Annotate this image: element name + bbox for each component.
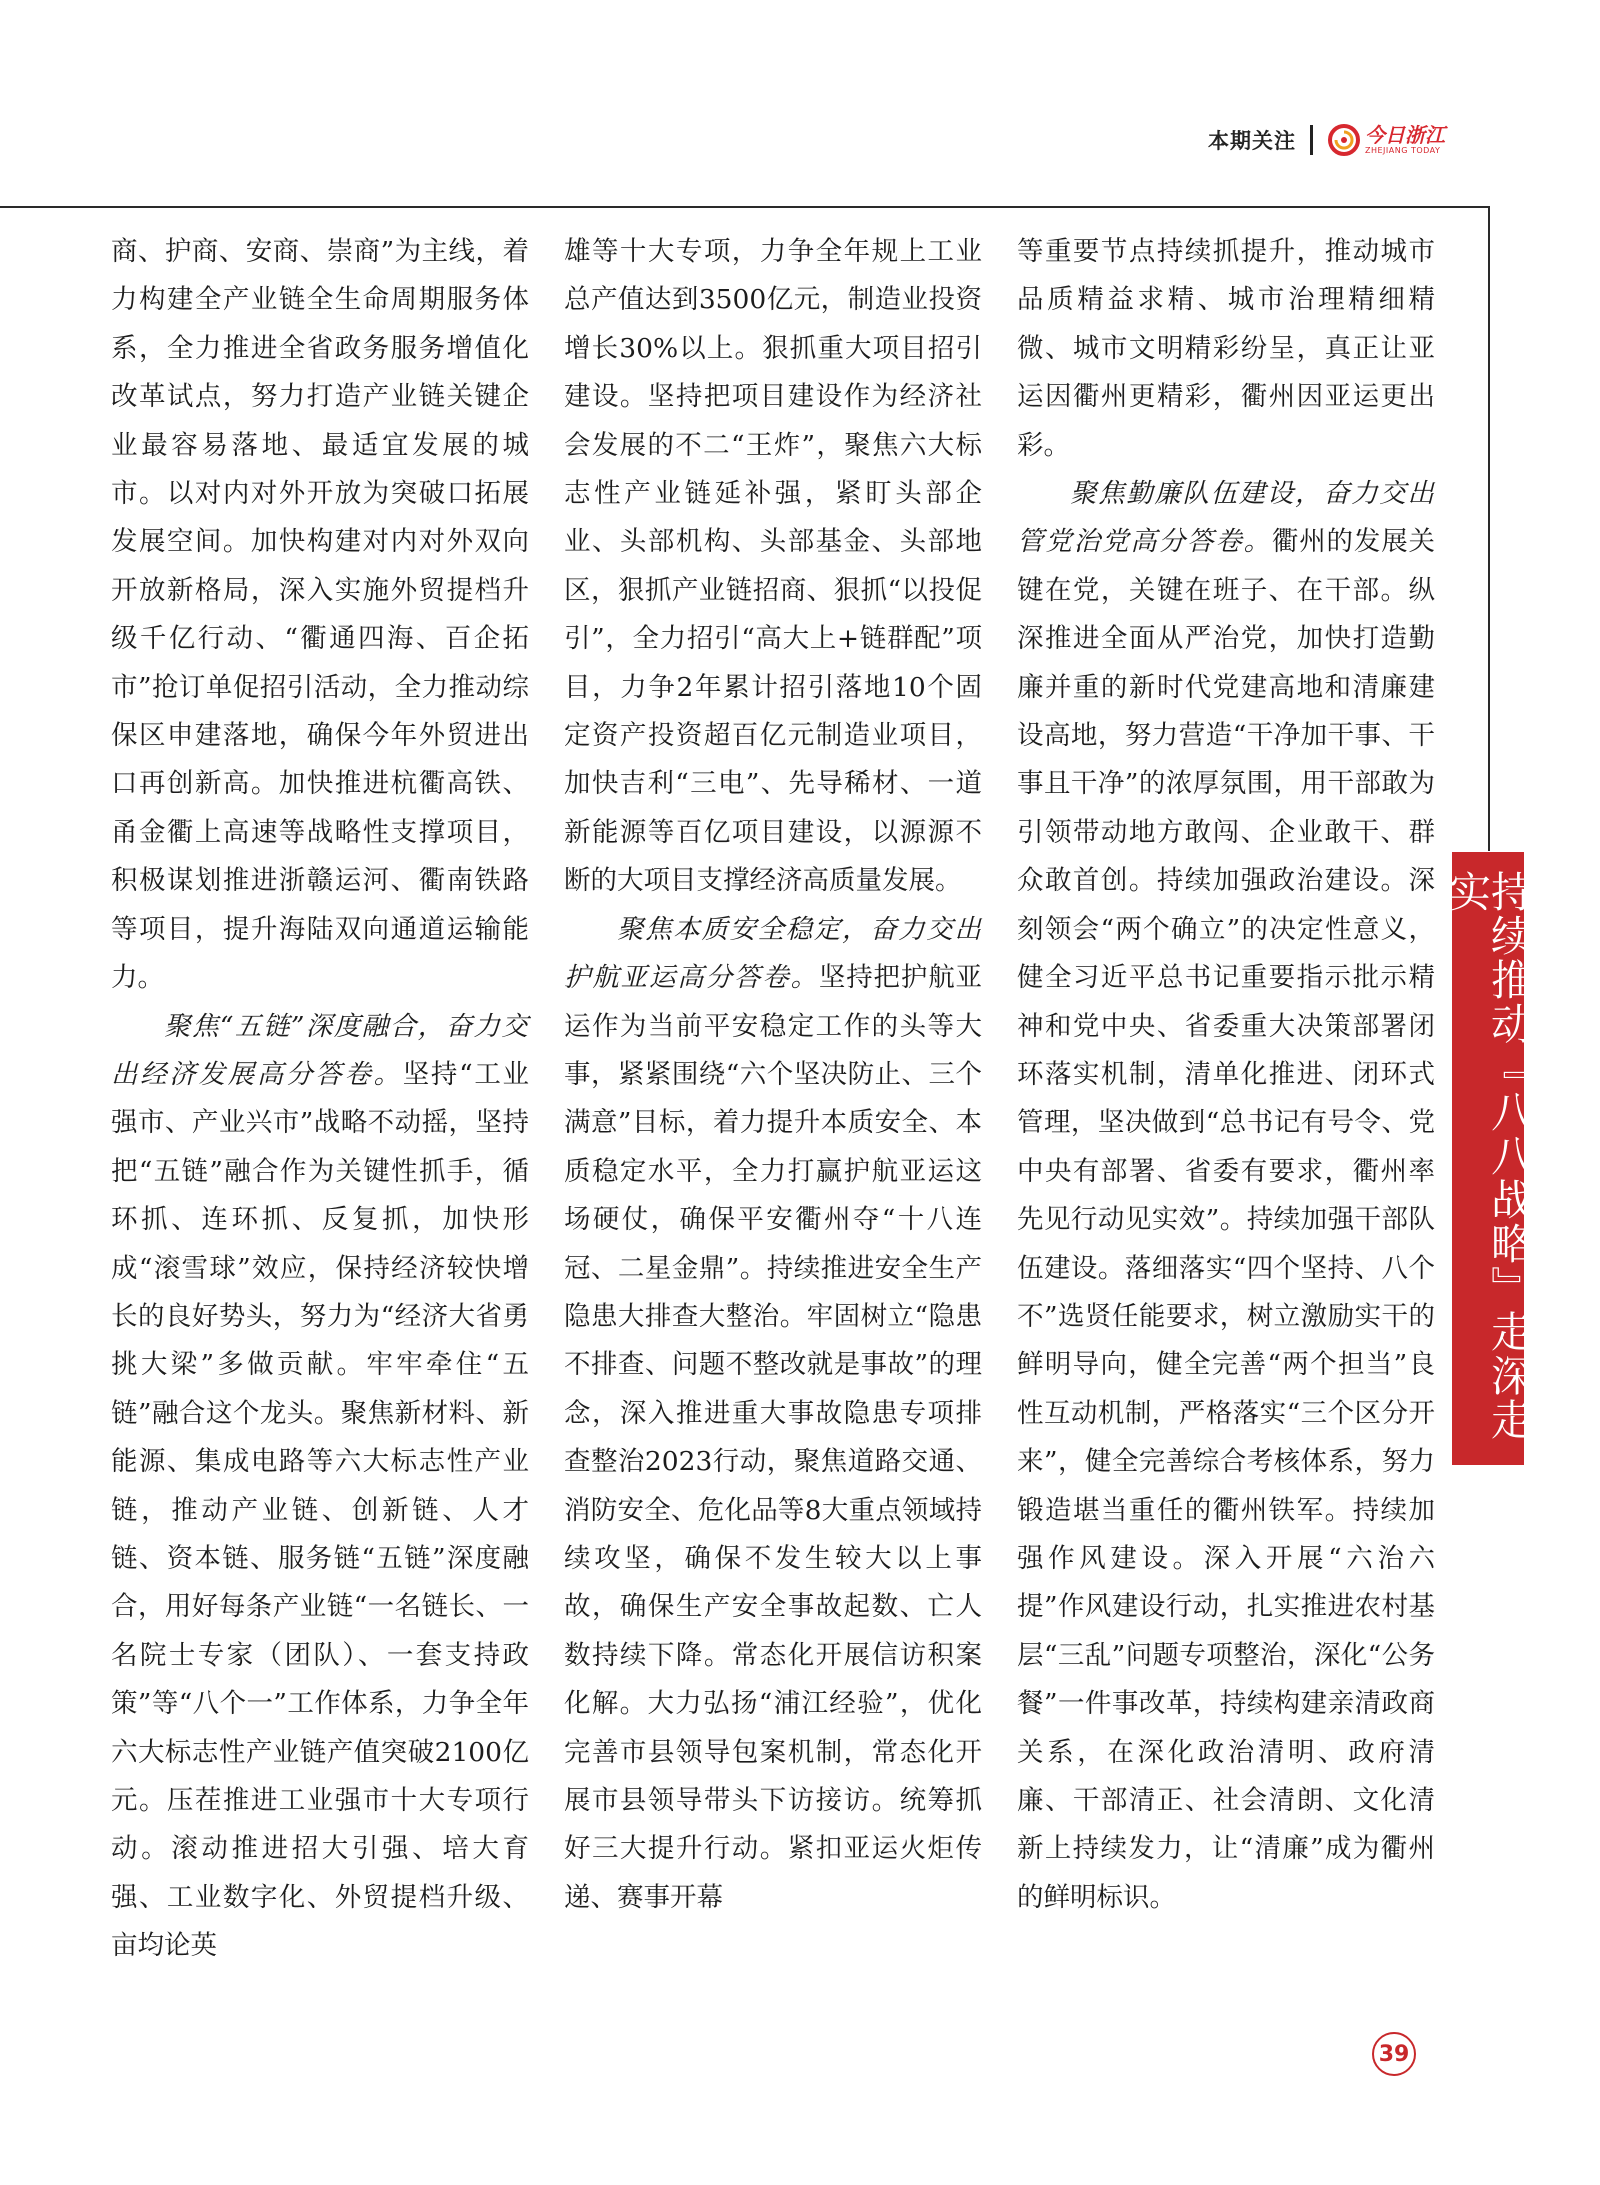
text-column-3 [1017,228,1435,1922]
paragraph-text: 衢州的发展关键在党，关键在班子、在干部。纵深推进全面从严治党，加快打造勤廉并重的新时代党建高地和清廉建设高地，努力营造“干净加干事、干事且干净”的浓厚氛围，用干部敢为引领带动地方敢闯、企业敢干、群众敢首创。持续加强政治建设。深刻领会“两个确立”的决定性意义，健全习近平总书记重要指示批示精神和党中央、省委重大决策部署闭环落实机制，清单化推进、闭环式管理，坚决做到“总书记有号令、党中央有部署、省委有要求，衢州率先见行动见实效”。持续加强干部队伍建设。落细落实“四个坚持、八个不”选贤任能要求，树立激励实干的鲜明导向，健全完善“两个担当”良性互动机制，严格落实“三个区分开来”，健全完善综合考核体系，努力锻造堪当重任的衢州铁军。持续加强作风建设。深入开展“六治六提”作风建设行动，扎实推进农村基层“三乱”问题专项整治，深化“公务餐”一件事改革，持续构建亲清政商关系，在深化政治清明、政府清廉、干部清正、社会清朗、文化清新上持续发力，让“清廉”成为衢州的鲜明标识。 [1017,526,1436,1913]
top-rule [0,206,1490,208]
page-number: 39 [1372,2032,1416,2076]
paragraph [111,1003,529,1971]
paragraph-text: 雄等十大专项，力争全年规上工业总产值达到3500亿元，制造业投资增长30%以上。狠抓重大项目招引建设。坚持把项目建设作为经济社会发展的不二“王炸”，聚焦六大标志性产业链延补强，紧盯头部企业、头部机构、头部基金、头部地区，狠抓产业链招商、狠抓“以投促引”，全力招引“高大上+链群配”项目，力争2年累计招引落地10个固定资产投资超百亿元制造业项目，加快吉利“三电”、先导稀材、一道新能源等百亿项目建设，以源源不断的大项目支撑经济高质量发展。 [564,236,982,897]
paragraph [564,906,982,1923]
paragraph [1017,228,1435,470]
paragraph-text: 坚持“工业强市、产业兴市”战略不动摇，坚持把“五链”融合作为关键性抓手，循环抓、连环抓、反复抓，加快形成“滚雪球”效应，保持经济较快增长的良好势头，努力为“经济大省勇挑大梁”多做贡献。牢牢牵住“五链”融合这个龙头。聚焦新材料、新能源、集成电路等六大标志性产业链，推动产业链、创新链、人才链、资本链、服务链“五链”深度融合，用好每条产业链“一名链长、一名院士专家（团队）、一套支持政策”等“八个一”工作体系，力争全年六大标志性产业链产值突破2100亿元。压茬推进工业强市十大专项行动。滚动推进招大引强、培大育强、工业数字化、外贸提档升级、亩均论英 [111,1058,529,1962]
paragraph-text: 坚持把护航亚运作为当前平安稳定工作的头等大事，紧紧围绕“六个坚决防止、三个满意”目标，着力提升本质安全、本质稳定水平，全力打赢护航亚运这场硬仗，确保平安衢州夺“十八连冠、二星金鼎”。持续推进安全生产隐患大排查大整治。牢固树立“隐患不排查、问题不整改就是事故”的理念，深入推进重大事故隐患专项排查整治2023行动，聚焦道路交通、消防安全、危化品等8大重点领域持续攻坚，确保不发生较大以上事故，确保生产安全事故起数、亡人数持续下降。常态化开展信访积案化解。大力弘扬“浦江经验”，优化完善市县领导包案机制，常态化开展市县领导带头下访接访。统筹抓好三大提升行动。紧扣亚运火炬传递、赛事开幕 [564,962,983,1913]
paragraph-text: 商、护商、安商、崇商”为主线，着力构建全产业链全生命周期服务体系，全力推进全省政务服务增值化改革试点，努力打造产业链关键企业最容易落地、最适宜发展的城市。以对内对外开放为突破口拓展发展空间。加快构建对内对外双向开放新格局，深入实施外贸提档升级千亿行动、“衢通四海、百企拓市”抢订单促招引活动，全力推动综保区申建落地，确保今年外贸进出口再创新高。加快推进杭衢高铁、甬金衢上高速等战略性支撑项目，积极谋划推进浙赣运河、衢南铁路等项目，提升海陆双向通道运输能力。 [111,236,529,994]
logo-text: 今日浙江 [1365,123,1445,147]
text-column-2 [564,228,982,1922]
paragraph-lead: 聚焦勤廉队伍建设，奋力交出管党治党高分答卷。 [1017,478,1435,558]
magazine-logo [1327,123,1445,157]
paragraph [111,228,529,1003]
logo-swirl-icon [1327,123,1361,157]
header-divider [1310,125,1313,155]
side-banner [1443,852,1534,1465]
right-rule [1488,206,1490,851]
paragraph-text: 等重要节点持续抓提升，推动城市品质精益求精、城市治理精细精微、城市文明精彩纷呈，真正让亚运因衢州更精彩，衢州因亚运更出彩。 [1017,236,1435,461]
paragraph-lead: 聚焦“五链”深度融合，奋力交出经济发展高分答卷。 [111,1010,529,1090]
logo-subtext: ZHEJIANG TODAY [1365,146,1441,155]
side-banner-title: 持续推动『八八战略』走深走实 [1443,870,1534,1442]
text-column-1 [111,228,529,1971]
paragraph [564,228,982,906]
section-title: 本期关注 [1208,129,1296,153]
paragraph [1017,470,1435,1922]
paragraph-lead: 聚焦本质安全稳定，奋力交出护航亚运高分答卷。 [564,913,982,994]
page-header [1208,120,1445,160]
